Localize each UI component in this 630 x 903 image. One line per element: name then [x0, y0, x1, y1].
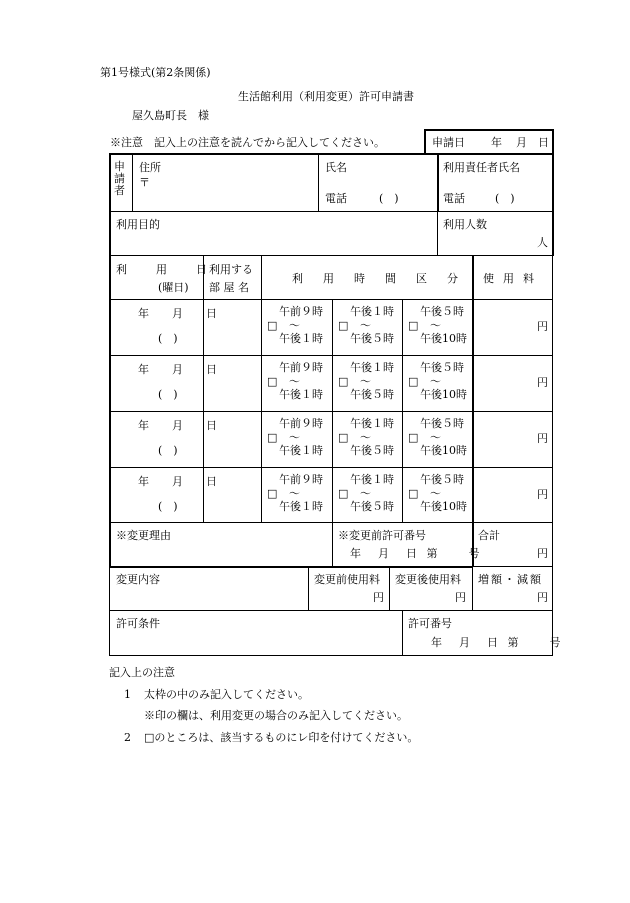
checkbox-icon[interactable]: □ — [408, 375, 419, 388]
note-number: 2 — [124, 731, 131, 744]
tilde-separator: ～ — [430, 375, 441, 388]
permit-number-label: 許可番号 — [408, 617, 452, 630]
tilde-separator: ～ — [289, 431, 300, 444]
rule-109 — [109, 566, 110, 655]
notes-heading: 記入上の注意 — [109, 666, 175, 679]
application-date-label: 申請日 — [432, 136, 465, 149]
name-label: 氏名 — [325, 161, 347, 174]
tilde-separator: ～ — [289, 319, 300, 332]
rule-437 — [437, 153, 439, 211]
tilde-separator: ～ — [430, 319, 441, 332]
slot-end-time: 午後10時 — [420, 332, 467, 345]
form-title: 生活館利用（利用変更）許可申請書 — [238, 90, 414, 103]
postal-mark[interactable]: 〒 — [139, 176, 150, 189]
row-weekday-field[interactable]: ( ) — [158, 444, 178, 457]
instruction-note: ※注意 記入上の注意を読んでから記入してください。 — [110, 136, 385, 149]
slot-end-time: 午後10時 — [420, 500, 467, 513]
slot-end-time: 午後５時 — [350, 388, 394, 401]
slot-end-time: 午後１時 — [279, 444, 323, 457]
slot-start-time: 午後１時 — [350, 305, 394, 318]
checkbox-icon[interactable]: □ — [408, 431, 419, 444]
tilde-separator: ～ — [289, 487, 300, 500]
row-weekday-field[interactable]: ( ) — [158, 332, 178, 345]
rule-472 — [472, 255, 474, 567]
tilde-separator: ～ — [360, 487, 371, 500]
date-box-top — [424, 129, 553, 131]
rule-308 — [308, 566, 309, 610]
phone-field[interactable]: ( ) — [379, 192, 399, 205]
before-fee-label: 変更前使用料 — [314, 573, 380, 586]
phone-label: 電話 — [325, 192, 347, 205]
tilde-separator: ～ — [289, 375, 300, 388]
row-room-field[interactable] — [210, 429, 256, 443]
purpose-label: 利用目的 — [116, 218, 160, 231]
slot-end-time: 午後１時 — [279, 388, 323, 401]
slot-end-time: 午後１時 — [279, 332, 323, 345]
checkbox-icon[interactable]: □ — [408, 487, 419, 500]
increase-decrease-unit[interactable]: 円 — [537, 591, 548, 604]
checkbox-icon[interactable]: □ — [408, 319, 419, 332]
rule-472-2 — [472, 566, 473, 610]
table-top-border — [109, 153, 553, 155]
application-date-month[interactable]: 月 — [516, 136, 527, 149]
slot-start-time: 午後５時 — [420, 361, 464, 374]
checkbox-icon[interactable]: □ — [267, 375, 278, 388]
slot-end-time: 午後10時 — [420, 444, 467, 457]
time-slot-header: 利用時間区分 — [292, 272, 478, 285]
checkbox-icon[interactable]: □ — [267, 487, 278, 500]
row-fee-field[interactable]: 円 — [537, 320, 548, 333]
rule-299 — [109, 299, 553, 300]
rule-655 — [109, 655, 553, 656]
row-fee-field[interactable]: 円 — [537, 432, 548, 445]
checkbox-icon[interactable]: □ — [338, 487, 349, 500]
user-count-unit: 人 — [537, 236, 548, 249]
change-content-label: 変更内容 — [116, 573, 160, 586]
responsible-phone-field[interactable]: ( ) — [495, 192, 515, 205]
slot-end-time: 午後５時 — [350, 444, 394, 457]
checkbox-icon[interactable]: □ — [338, 319, 349, 332]
user-count-label: 利用人数 — [443, 218, 487, 231]
application-date-day[interactable]: 日 — [538, 136, 549, 149]
application-date-year[interactable]: 年 — [491, 136, 502, 149]
form-number: 第1号様式(第2条関係) — [100, 66, 211, 79]
rule-522 — [109, 522, 553, 523]
previous-permit-label: ※変更前許可番号 — [338, 529, 426, 542]
rule-610 — [109, 610, 553, 611]
slot-start-time: 午前９時 — [279, 361, 323, 374]
rule-389 — [389, 566, 390, 610]
bold-frame-bottom — [109, 566, 473, 568]
checkbox-icon[interactable]: □ — [267, 319, 278, 332]
tilde-separator: ～ — [360, 431, 371, 444]
slot-start-time: 午後５時 — [420, 305, 464, 318]
rule-402 — [402, 299, 403, 522]
slot-start-time: 午前９時 — [279, 305, 323, 318]
responsible-phone-label: 電話 — [443, 192, 465, 205]
note-text: ※印の欄は、利用変更の場合のみ記入してください。 — [144, 709, 408, 722]
slot-start-time: 午後５時 — [420, 473, 464, 486]
room-header: 利用する — [209, 263, 253, 276]
row-date-field[interactable]: 年 月 日 — [138, 363, 223, 376]
rule-566 — [473, 566, 553, 567]
checkbox-icon[interactable]: □ — [267, 431, 278, 444]
after-fee-label: 変更後使用料 — [395, 573, 461, 586]
tilde-separator: ～ — [430, 431, 441, 444]
slot-start-time: 午後１時 — [350, 473, 394, 486]
row-fee-field[interactable]: 円 — [537, 488, 548, 501]
after-fee-unit[interactable]: 円 — [455, 591, 466, 604]
change-reason-label: ※変更理由 — [116, 529, 171, 542]
applicant-label-char: 請 — [114, 172, 125, 185]
row-date-field[interactable]: 年 月 日 — [138, 307, 223, 320]
slot-start-time: 午後１時 — [350, 417, 394, 430]
rule-211 — [109, 211, 553, 212]
slot-end-time: 午後５時 — [350, 332, 394, 345]
slot-end-time: 午後５時 — [350, 500, 394, 513]
row-fee-field[interactable]: 円 — [537, 376, 548, 389]
table-right-bold — [552, 129, 554, 256]
applicant-label-char: 申 — [114, 160, 125, 173]
rule-467 — [109, 467, 553, 468]
slot-start-time: 午後５時 — [420, 417, 464, 430]
date-header: 利 用 日 — [116, 263, 216, 276]
row-room-field[interactable] — [210, 485, 256, 499]
responsible-name-label: 利用責任者氏名 — [443, 161, 520, 174]
rule-318 — [318, 153, 319, 211]
slot-start-time: 午前９時 — [279, 417, 323, 430]
note-number: 1 — [124, 688, 131, 701]
checkbox-icon[interactable]: □ — [338, 375, 349, 388]
address-label: 住所 — [139, 161, 161, 174]
room-header-2: 部 屋 名 — [209, 281, 249, 294]
row-weekday-field[interactable]: ( ) — [158, 500, 178, 513]
row-date-field[interactable]: 年 月 日 — [138, 475, 223, 488]
rule-132 — [132, 153, 133, 211]
before-fee-unit[interactable]: 円 — [373, 591, 384, 604]
rule-437-2 — [437, 211, 438, 255]
row-weekday-field[interactable]: ( ) — [158, 388, 178, 401]
increase-decrease-label: 増額・減額 — [478, 573, 543, 586]
previous-permit-value[interactable]: 年 月 日 第 号 — [350, 547, 483, 560]
rule-261 — [261, 255, 262, 522]
applicant-label-char: 者 — [114, 184, 125, 197]
applicant-section-label — [114, 161, 125, 197]
permit-conditions-label: 許可条件 — [116, 617, 160, 630]
fee-header: 使用料 — [483, 272, 543, 285]
addressee: 屋久島町長 様 — [132, 109, 209, 122]
total-unit[interactable]: 円 — [537, 547, 548, 560]
slot-end-time: 午後10時 — [420, 388, 467, 401]
tilde-separator: ～ — [360, 375, 371, 388]
row-date-field[interactable]: 年 月 日 — [138, 419, 223, 432]
permit-number-value[interactable]: 年 月 日 第 号 — [431, 636, 564, 649]
rule-411 — [109, 411, 553, 412]
rule-552 — [552, 255, 553, 655]
weekday-header: (曜日) — [158, 281, 189, 294]
rule-332 — [332, 299, 333, 566]
note-text: □のところは、該当するものにレ印を付けてください。 — [144, 731, 419, 744]
slot-start-time: 午前９時 — [279, 473, 323, 486]
table-left-bold — [109, 153, 111, 567]
note-text: 太枠の中のみ記入してください。 — [144, 688, 309, 701]
rule-402-2 — [402, 610, 403, 655]
tilde-separator: ～ — [430, 487, 441, 500]
row-room-field[interactable] — [210, 317, 256, 331]
date-box-left — [424, 129, 426, 154]
slot-start-time: 午後１時 — [350, 361, 394, 374]
rule-355 — [109, 355, 553, 356]
total-label: 合計 — [478, 529, 500, 542]
row-room-field[interactable] — [210, 373, 256, 387]
tilde-separator: ～ — [360, 319, 371, 332]
rule-255 — [109, 255, 553, 256]
checkbox-icon[interactable]: □ — [338, 431, 349, 444]
slot-end-time: 午後１時 — [279, 500, 323, 513]
